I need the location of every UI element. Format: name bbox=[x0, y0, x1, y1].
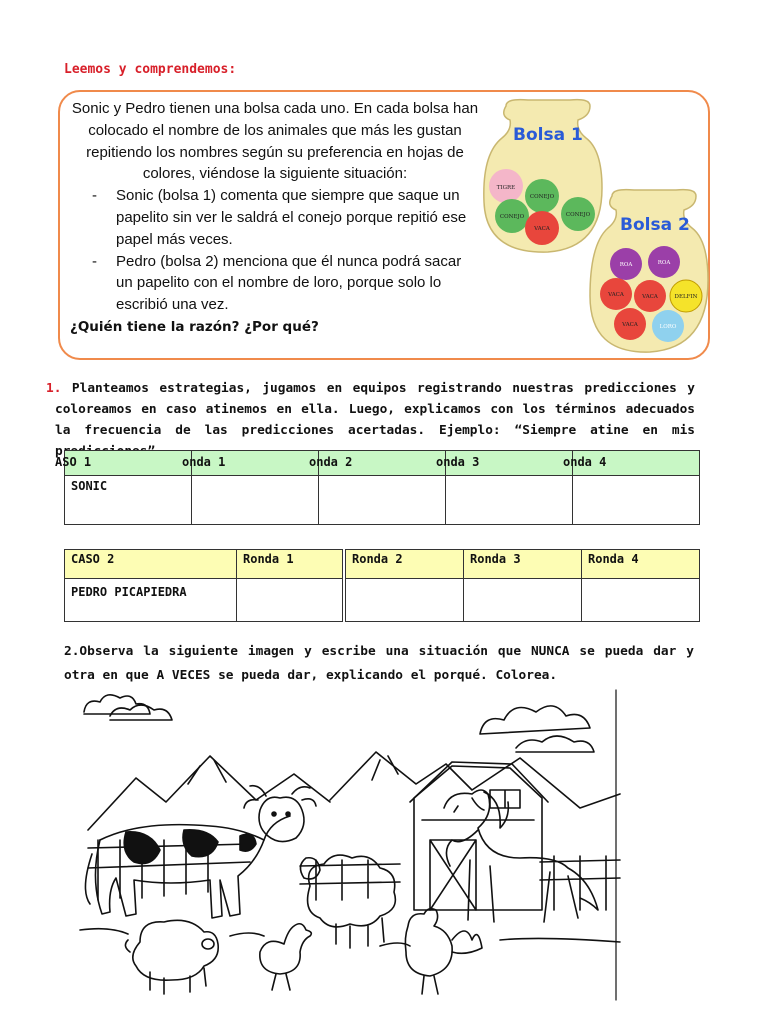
page-heading: Leemos y comprendemos: bbox=[64, 62, 237, 77]
story-bullet-sonic: - Sonic (bolsa 1) comenta que siempre que saque un papelito sin ver le saldrá el conejo porque repitió ese papel más veces. bbox=[70, 185, 480, 250]
table-2-header-caso: CASO 2 bbox=[65, 550, 237, 579]
bag-1-ball: VACA bbox=[534, 226, 550, 232]
instruction-1-text: Planteamos estrategias, jugamos en equipos registrando nuestras predicciones y coloreamos en caso atinemos en ella. Luego, explicamos con los términos adecuados la frecuencia de las predicciones acertadas. Ejemplo: “Siempre atine en mis bbox=[55, 381, 695, 438]
table-1-header-ronda-4: onda 4 bbox=[573, 451, 700, 476]
story-intro: Sonic y Pedro tienen una bolsa cada uno. En cada bolsa han colocado el nombre de los animales que más les gustan repitiendo los nombres según su preferencia en hojas de colores, viéndose la siguiente situación: bbox=[71, 100, 479, 183]
table-2-cell-ronda-1[interactable] bbox=[237, 579, 343, 622]
table-2-cell-ronda-3[interactable] bbox=[464, 579, 582, 622]
bag-2-ball: LORO bbox=[659, 324, 677, 330]
table-1-header-ronda-3: onda 3 bbox=[446, 451, 573, 476]
barn bbox=[410, 762, 548, 910]
mountains bbox=[88, 752, 620, 830]
story-bullet-pedro: - Pedro (bolsa 2) menciona que él nunca podrá sacar un papelito con el nombre de loro, porque solo lo escribió una vez. bbox=[70, 251, 480, 316]
table-1-row-label: SONIC bbox=[65, 476, 192, 525]
pig bbox=[125, 920, 218, 994]
table-1-cell-ronda-4[interactable] bbox=[573, 476, 700, 525]
table-1-header-ronda-1: onda 1 bbox=[192, 451, 319, 476]
table-1-header-ronda-2: onda 2 bbox=[319, 451, 446, 476]
fence bbox=[88, 840, 620, 910]
bag-2 bbox=[590, 190, 708, 352]
duck bbox=[260, 924, 312, 990]
table-2-row-label: PEDRO PICAPIEDRA bbox=[65, 579, 237, 622]
bag-1-ball: CONEJO bbox=[499, 214, 525, 220]
bag-2-ball: VACA bbox=[642, 294, 658, 300]
cloud-icon bbox=[480, 706, 594, 752]
table-2-header-ronda-3: Ronda 3 bbox=[464, 550, 582, 579]
instruction-2: 2.Observa la siguiente imagen y escribe una situación que NUNCA se pueda dar y otra en que A VECES se pueda dar, explicando el porqué. Colorea. bbox=[64, 644, 694, 683]
table-2-header-ronda-4: Ronda 4 bbox=[582, 550, 700, 579]
instruction-1-number: 1. bbox=[46, 381, 62, 396]
table-2-cell-ronda-4[interactable] bbox=[582, 579, 700, 622]
table-caso-2 bbox=[64, 549, 700, 622]
bag-2-title: Bolsa 2 bbox=[620, 215, 690, 235]
bag-1-title: Bolsa 1 bbox=[513, 125, 583, 145]
table-caso-1 bbox=[55, 450, 700, 525]
table-1-header-caso: ASO 1 bbox=[65, 451, 192, 476]
bag-2-ball: DELFIN bbox=[674, 294, 698, 300]
bag-2-ball: ROA bbox=[619, 262, 633, 268]
bag-1-ball: CONEJO bbox=[529, 194, 555, 200]
table-2-cell-ronda-2[interactable] bbox=[346, 579, 464, 622]
table-2-header-ronda-2: Ronda 2 bbox=[346, 550, 464, 579]
bag-1-ball: TIGRE bbox=[496, 185, 516, 191]
table-2-header-ronda-1: Ronda 1 bbox=[237, 550, 343, 579]
farm-coloring-image bbox=[80, 690, 620, 1000]
story-text bbox=[70, 98, 480, 339]
story-question: ¿Quién tiene la razón? ¿Por qué? bbox=[70, 318, 319, 335]
bags-illustration bbox=[478, 98, 710, 360]
sheep bbox=[300, 855, 395, 948]
bag-2-ball: VACA bbox=[608, 292, 624, 298]
bag-2-ball: VACA bbox=[622, 322, 638, 328]
bag-2-ball: ROA bbox=[657, 260, 671, 266]
horse bbox=[444, 790, 598, 922]
bag-1 bbox=[484, 100, 602, 252]
cloud-icon bbox=[84, 695, 172, 720]
table-1-cell-ronda-1[interactable] bbox=[192, 476, 319, 525]
story-bullets bbox=[70, 185, 480, 316]
rooster bbox=[405, 909, 482, 994]
table-1-cell-ronda-3[interactable] bbox=[446, 476, 573, 525]
bag-1-ball: CONEJO bbox=[565, 212, 591, 218]
table-1-cell-ronda-2[interactable] bbox=[319, 476, 446, 525]
